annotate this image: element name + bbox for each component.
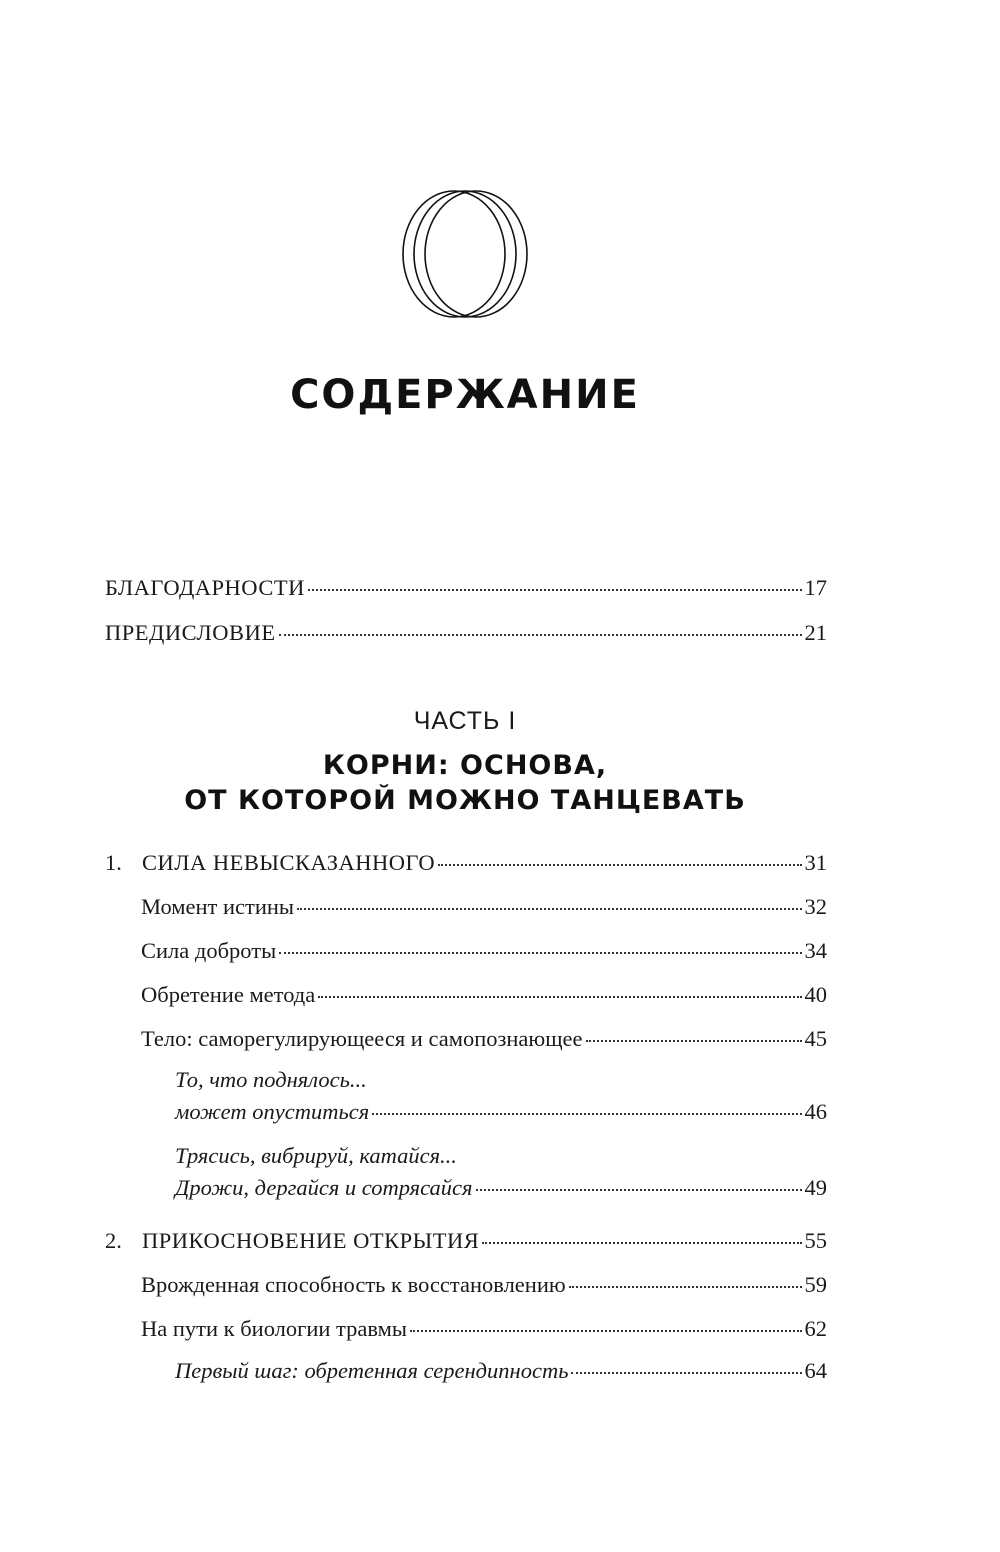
toc-entry-acknowledgements[interactable] [105,573,827,603]
toc-section[interactable] [141,1024,827,1054]
dot-leader [569,1286,802,1288]
section-title: На пути к биологии травмы [141,1316,408,1341]
toc-page-number: 32 [804,894,827,919]
section-title: Врожденная способность к восстановлению [141,1272,566,1297]
subsection-title-line-2: может опуститься [175,1099,370,1124]
toc-section[interactable] [141,936,827,966]
dot-leader [586,1040,802,1042]
dot-leader [372,1113,801,1115]
toc-page-number: 64 [804,1358,827,1383]
toc-page-number: 62 [804,1316,827,1341]
toc-page-number: 46 [804,1099,827,1124]
subsection-title-line-1: Трясись, вибрируй, катайся... [175,1143,457,1168]
ornament-rings-icon [400,187,530,322]
toc-page-number: 49 [804,1175,827,1200]
toc-page-number: 59 [804,1272,827,1297]
section-title: Обретение метода [141,982,316,1007]
page-title: СОДЕРЖАНИЕ [290,372,640,418]
toc-page-number: 17 [804,575,827,600]
subsection-title-line-1: То, что поднялось... [175,1067,367,1092]
toc-chapter-1[interactable] [105,848,827,878]
dot-leader [410,1330,801,1332]
dot-leader [279,634,802,636]
toc-subsection[interactable] [175,1173,827,1203]
toc-entry-label: БЛАГОДАРНОСТИ [105,575,305,600]
toc-page-number: 40 [804,982,827,1007]
toc-page-number: 45 [804,1026,827,1051]
subsection-title-line-2: Дрожи, дергайся и сотрясайся [175,1175,473,1200]
dot-leader [438,864,801,866]
toc-page-number: 31 [804,850,827,875]
dot-leader [318,996,801,998]
toc-section[interactable] [141,1314,827,1344]
section-title: Момент истины [141,894,295,919]
part-title-line-1: КОРНИ: ОСНОВА, [322,750,608,781]
dot-leader [482,1242,801,1244]
dot-leader [279,952,801,954]
toc-entry-preface[interactable] [105,618,827,648]
part-title-line-2: ОТ КОТОРОЙ МОЖНО ТАНЦЕВАТЬ [184,785,746,816]
part-label: ЧАСТЬ I [413,707,517,735]
section-title: Сила доброты [141,938,277,963]
toc-page-number: 34 [804,938,827,963]
toc-page-number: 21 [804,620,827,645]
toc-entry-label: ПРЕДИСЛОВИЕ [105,620,276,645]
dot-leader [297,908,801,910]
toc-chapter-2[interactable] [105,1226,827,1256]
toc-section[interactable] [141,892,827,922]
toc-subsection[interactable] [175,1097,827,1127]
chapter-number: 1. [105,850,122,875]
toc-page-number: 55 [804,1228,827,1253]
toc-section[interactable] [141,980,827,1010]
dot-leader [308,589,802,591]
section-title: Тело: саморегулирующееся и самопознающее [141,1026,583,1051]
toc-subsection[interactable] [175,1356,827,1386]
toc-section[interactable] [141,1270,827,1300]
subsection-title: Первый шаг: обретенная серендипность [175,1358,569,1383]
chapter-number: 2. [105,1228,122,1253]
dot-leader [476,1189,802,1191]
chapter-title: СИЛА НЕВЫСКАЗАННОГО [142,850,436,875]
dot-leader [571,1372,801,1374]
chapter-title: ПРИКОСНОВЕНИЕ ОТКРЫТИЯ [142,1228,480,1253]
